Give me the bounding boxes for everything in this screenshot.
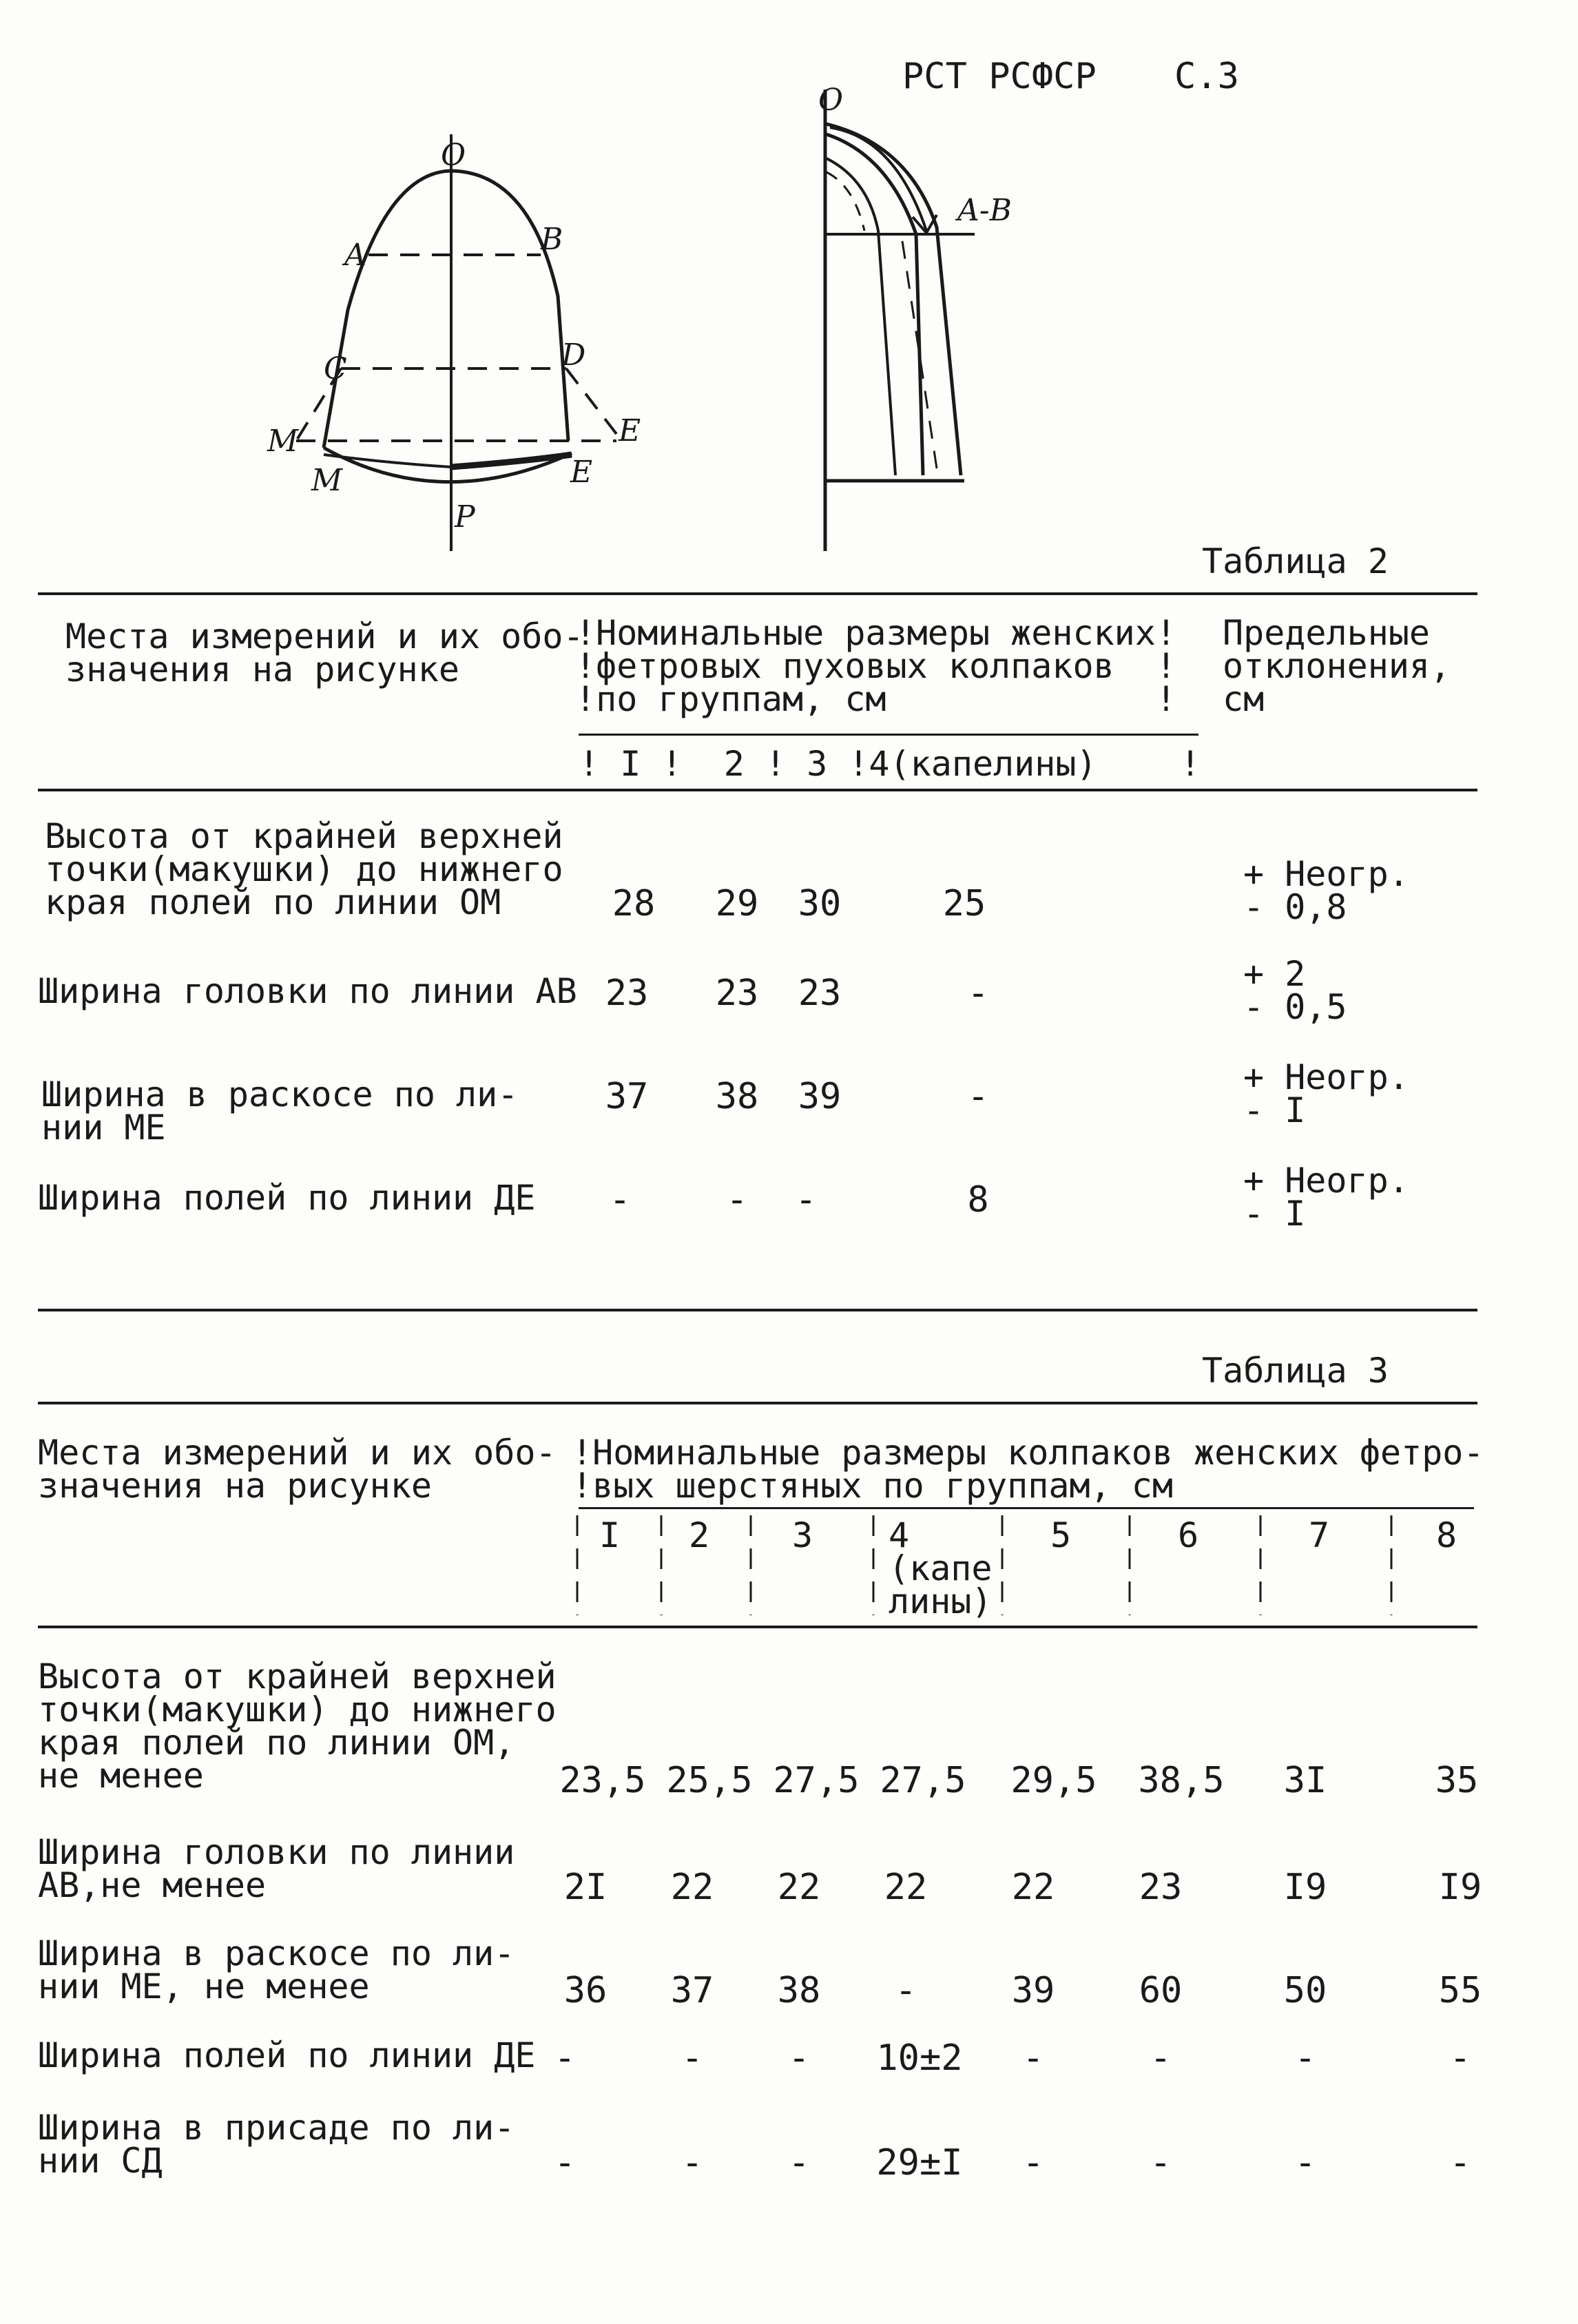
point-o-right-label: O	[818, 83, 844, 118]
table3-col2-header: !Номинальные размеры колпаков женских фетро- !вых шерстяных по группам, см	[572, 1433, 1484, 1506]
table3-row4-v7: -	[1294, 2037, 1316, 2079]
table2-row2-g1: 23	[605, 973, 649, 1014]
table3-row1-v1: 23,5	[559, 1760, 646, 1801]
table3-row5-v1: -	[554, 2142, 576, 2183]
point-e-inner-label: E	[570, 455, 593, 490]
table3-row4-label: Ширина полей по линии ДЕ	[38, 2035, 536, 2075]
table2-row2-g2: 23	[715, 973, 759, 1014]
table2-row1-label: Высота от крайней верхней точки(макушки) до нижнего края полей по линии ОМ	[45, 816, 563, 922]
table3-row1-v4: 27,5	[880, 1760, 966, 1801]
table2-row3-label: Ширина в раскосе по ли- нии МЕ	[41, 1075, 519, 1148]
table3-group-3: 3	[792, 1515, 813, 1555]
point-c-label: C	[324, 351, 347, 386]
table3-row2-v2: 22	[670, 1867, 714, 1908]
point-m-outer-label: M	[267, 424, 299, 459]
table3-row2-v3: 22	[777, 1867, 821, 1908]
table3-row5-v7: -	[1294, 2142, 1316, 2183]
table3-row3-v4: -	[895, 1970, 917, 2011]
table2-row1-g3: 30	[798, 883, 842, 924]
table3-row1-v7: 3I	[1283, 1760, 1327, 1801]
table3-row1-v5: 29,5	[1010, 1760, 1097, 1801]
table2-row1-deviation: + Неогр. - 0,8	[1243, 854, 1409, 927]
table3-row3-v5: 39	[1011, 1970, 1055, 2011]
table2-group-header: ! I ! 2 ! 3 !4(капелины) !	[579, 744, 1201, 784]
table3-row3-v8: 55	[1438, 1970, 1482, 2011]
table3-row4-v1: -	[554, 2037, 576, 2079]
table3-row4-v4: 10±2	[876, 2037, 963, 2079]
table2-col2-header: !Номинальные размеры женских! !фетровых пуховых колпаков ! !по группам, см !	[575, 613, 1176, 719]
table3-row2-v1: 2I	[563, 1867, 608, 1908]
table2-row4-g2: -	[726, 1179, 748, 1221]
table2-row1-g1: 28	[612, 883, 656, 924]
table2-row4-g4: 8	[967, 1179, 989, 1221]
table3-row1-v2: 25,5	[666, 1760, 753, 1801]
table3-row4-v2: -	[681, 2037, 703, 2079]
table3-row2-label: Ширина головки по линии АВ,не менее	[38, 1832, 515, 1905]
page-number: С.3	[1174, 56, 1239, 97]
table2-row2-label: Ширина головки по линии АВ	[38, 971, 577, 1011]
table3-group-7: 7	[1309, 1515, 1330, 1555]
line-ab-label: A-B	[957, 193, 1012, 228]
table2-row4-g3: -	[795, 1179, 817, 1221]
table3-row1-label: Высота от крайней верхней точки(макушки) до нижнего края полей по линии ОМ, не менее	[38, 1657, 557, 1796]
point-e-outer-label: E	[619, 413, 641, 448]
point-b-label: B	[541, 222, 563, 257]
table3-row5-v4: 29±I	[876, 2142, 963, 2183]
table3-group-8: 8	[1436, 1515, 1457, 1555]
table2-row2-g3: 23	[798, 973, 842, 1014]
table3-row5-v6: -	[1150, 2142, 1172, 2183]
table3-group-2: 2	[689, 1515, 710, 1555]
document-standard: РСТ РСФСР	[902, 56, 1097, 97]
table3-row5-v3: -	[788, 2142, 810, 2183]
point-d-label: D	[561, 338, 586, 373]
table3-header-bottom-rule	[38, 1626, 1477, 1628]
table2-row1-g2: 29	[715, 883, 759, 924]
table3-row3-v1: 36	[563, 1970, 608, 2011]
table3-group-6: 6	[1178, 1515, 1199, 1555]
table2-row4-g1: -	[609, 1179, 631, 1221]
table3-row2-v5: 22	[1011, 1867, 1055, 1908]
table3-row2-v7: I9	[1283, 1867, 1327, 1908]
table3-row5-label: Ширина в присаде по ли- нии СД	[38, 2108, 515, 2181]
table3-row3-v2: 37	[670, 1970, 714, 2011]
table2-row3-g1: 37	[605, 1076, 649, 1117]
table2-row3-deviation: + Неогр. - I	[1243, 1057, 1409, 1130]
table3-caption: Таблица 3	[1202, 1351, 1389, 1391]
table3-row3-v3: 38	[777, 1970, 821, 2011]
point-a-label: A	[344, 238, 366, 273]
point-m-inner-label: M	[311, 463, 343, 498]
point-o-label: O	[441, 138, 466, 173]
table3-row4-v6: -	[1150, 2037, 1172, 2079]
point-p-label: P	[455, 499, 475, 535]
table3-group-1: I	[599, 1515, 621, 1555]
table2-col3-header: Предельные отклонения, см	[1223, 613, 1451, 719]
table2-row3-g4: -	[967, 1076, 989, 1117]
table3-col1-header: Места измерений и их обо- значения на рисунке	[38, 1433, 557, 1506]
table3-row5-v8: -	[1449, 2142, 1471, 2183]
table2-col1-header: Места измерений и их обо- значения на рисунке	[65, 616, 584, 689]
table2-caption: Таблица 2	[1202, 541, 1389, 581]
table3-row2-v4: 22	[884, 1867, 928, 1908]
table3-row3-v6: 60	[1139, 1970, 1183, 2011]
table3-group-4: 4 (капе лины)	[889, 1515, 993, 1621]
table3-row3-label: Ширина в раскосе по ли- нии МЕ, не менее	[38, 1933, 515, 2006]
table3-row4-v3: -	[788, 2037, 810, 2079]
table3-row5-v5: -	[1022, 2142, 1044, 2183]
table3-row3-v7: 50	[1283, 1970, 1327, 2011]
table2-row2-deviation: + 2 - 0,5	[1243, 954, 1347, 1027]
table3-row2-v8: I9	[1438, 1867, 1482, 1908]
table3-row4-v5: -	[1022, 2037, 1044, 2079]
table3-row5-v2: -	[681, 2142, 703, 2183]
table2-row2-g4: -	[967, 973, 989, 1014]
table3-row1-v8: 35	[1435, 1760, 1479, 1801]
table3-row4-v8: -	[1449, 2037, 1471, 2079]
table3-row2-v6: 23	[1139, 1867, 1183, 1908]
table3-group-5: 5	[1050, 1515, 1072, 1555]
table2-row1-g4: 25	[942, 883, 986, 924]
table2-row3-g3: 39	[798, 1076, 842, 1117]
table2-row4-label: Ширина полей по линии ДЕ	[38, 1178, 536, 1218]
table2-row4-deviation: + Неогр. - I	[1243, 1161, 1409, 1234]
table3-row1-v3: 27,5	[773, 1760, 860, 1801]
table2-row3-g2: 38	[715, 1076, 759, 1117]
table3-row1-v6: 38,5	[1138, 1760, 1225, 1801]
